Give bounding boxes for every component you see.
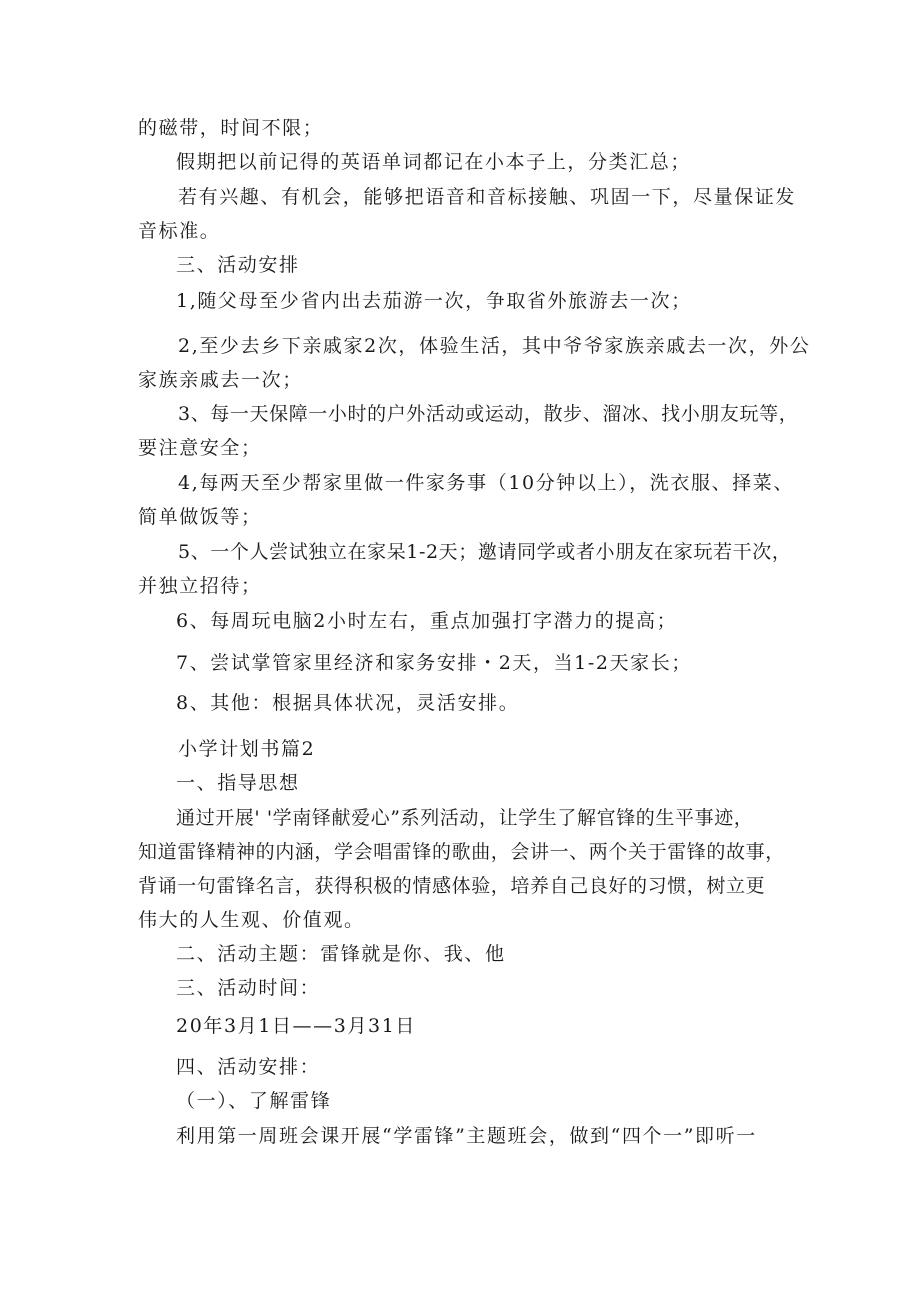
text-line: 若有兴趣、有机会，能够把语音和音标接触、巩固一下，尽量保证发 (178, 186, 797, 208)
section-heading: 一、指导思想 (176, 772, 300, 794)
list-item: 7、尝试掌管家里经济和家务安排・2天，当1-2天家长； (176, 652, 692, 674)
list-item: 4,每两天至少帮家里做一件家务事（10分钟以上），洗衣服、择菜、 (178, 472, 795, 494)
section-heading: 三、活动安排 (176, 254, 300, 276)
text-line: 音标准。 (138, 220, 221, 242)
list-item: 5、一个人尝试独立在家呆1-2天；邀请同学或者小朋友在家玩若干次， (178, 541, 792, 563)
list-item: 3、每一天保障一小时的户外活动或运动，散步、溜冰、找小朋友玩等， (178, 403, 799, 425)
section-heading: 二、活动主题：雷锋就是你、我、他 (176, 943, 506, 965)
text-line: 的磁带，时间不限； (138, 117, 324, 139)
text-line: 简单做饭等； (138, 506, 262, 528)
subsection-heading: （一）、了解雷锋 (176, 1090, 332, 1112)
section-title: 小学计划书篇2 (178, 738, 316, 760)
text-line: 伟大的人生观、价值观。 (138, 909, 365, 931)
text-line: 并独立招待； (138, 575, 262, 597)
text-line: 家族亲戚去一次； (138, 369, 303, 391)
list-item: 8、其他：根据具体状况，灵活安排。 (176, 692, 520, 714)
text-line: 背诵一句雷锋名言，获得积极的情感体验，培养自己良好的习惯，树立更 (138, 875, 766, 897)
text-line: 假期把以前记得的英语单词都记在小本子上，分类汇总； (176, 151, 692, 173)
text-line: 要注意安全； (138, 437, 262, 459)
section-heading: 三、活动时间： (176, 977, 321, 999)
text-line: 利用第一周班会课开展“学雷锋”主题班会，做到“四个一”即听一 (176, 1125, 757, 1147)
list-item: 1,随父母至少省内出去茄游一次，争取省外旅游去一次； (176, 290, 692, 312)
date-range: 20年3月1日——3月31日 (176, 1015, 417, 1037)
text-line: 知道雷锋精神的内涵，学会唱雷锋的歌曲，会讲一、两个关于雷锋的故事， (138, 841, 785, 863)
list-item: 2,至少去乡下亲戚家2次，体验生活，其中爷爷家族亲戚去一次，外公 (178, 335, 811, 357)
text-line: 通过开展' '学南铎献爱心”系列活动，让学生了解官锋的生平事迹， (176, 807, 754, 829)
section-heading: 四、活动安排： (176, 1056, 321, 1078)
list-item: 6、每周玩电脑2小时左右，重点加强打字潜力的提高； (176, 610, 678, 632)
